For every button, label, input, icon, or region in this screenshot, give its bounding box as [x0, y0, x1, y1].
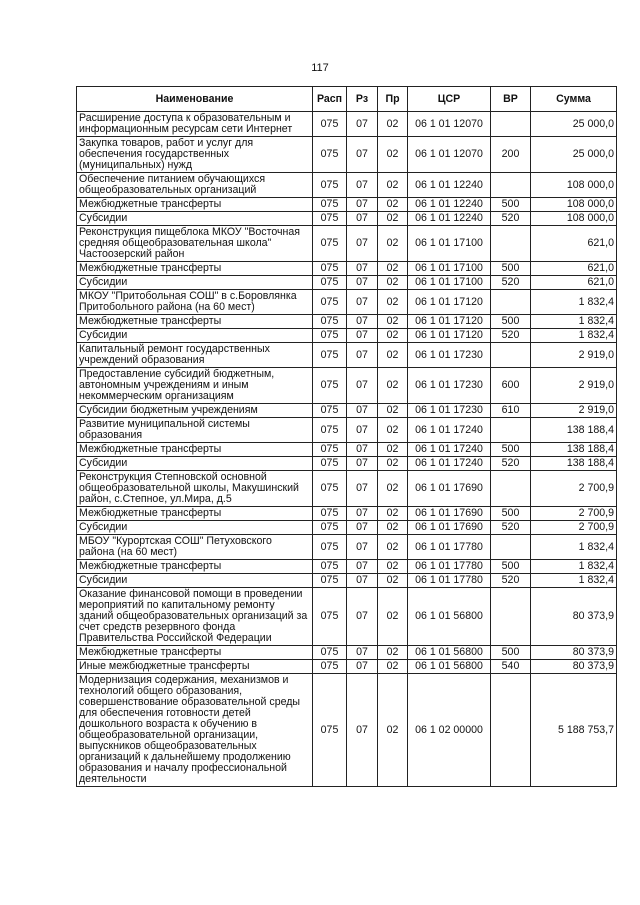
row-pr-cell: 02 [378, 212, 408, 226]
row-pr-cell: 02 [378, 471, 408, 507]
row-vr-cell: 520 [491, 276, 531, 290]
row-name-cell: Субсидии [77, 574, 313, 588]
row-rz-cell: 07 [347, 276, 378, 290]
row-rasp-cell: 075 [313, 315, 347, 329]
row-pr-cell: 02 [378, 368, 408, 404]
row-csr-cell: 06 1 01 56800 [408, 588, 491, 646]
row-rz-cell: 07 [347, 457, 378, 471]
table-row [77, 574, 617, 588]
row-vr-cell: 610 [491, 404, 531, 418]
table-row [77, 315, 617, 329]
table-row [77, 329, 617, 343]
row-rz-cell: 07 [347, 560, 378, 574]
row-sum-cell: 1 832,4 [531, 329, 617, 343]
table-row [77, 368, 617, 404]
row-csr-cell: 06 1 01 17100 [408, 276, 491, 290]
row-rz-cell: 07 [347, 588, 378, 646]
budget-table [76, 86, 617, 787]
row-vr-cell [491, 674, 531, 787]
row-name-cell: Реконструкция пищеблока МКОУ "Восточная средняя общеобразовательная школа" Частоозерский район [77, 226, 313, 262]
row-pr-cell: 02 [378, 521, 408, 535]
row-pr-cell: 02 [378, 315, 408, 329]
row-sum-cell: 2 919,0 [531, 404, 617, 418]
row-pr-cell: 02 [378, 418, 408, 443]
row-sum-cell: 108 000,0 [531, 212, 617, 226]
row-rz-cell: 07 [347, 315, 378, 329]
table-row [77, 212, 617, 226]
row-pr-cell: 02 [378, 457, 408, 471]
row-rasp-cell: 075 [313, 457, 347, 471]
table-row [77, 343, 617, 368]
table-row [77, 137, 617, 173]
row-rasp-cell: 075 [313, 674, 347, 787]
row-name-cell: Субсидии [77, 521, 313, 535]
row-csr-cell: 06 1 01 56800 [408, 646, 491, 660]
row-name-cell: Закупка товаров, работ и услуг для обеспечения государственных (муниципальных) нужд [77, 137, 313, 173]
row-pr-cell: 02 [378, 343, 408, 368]
row-rz-cell: 07 [347, 173, 378, 198]
row-vr-cell [491, 418, 531, 443]
row-rz-cell: 07 [347, 418, 378, 443]
row-sum-cell: 2 700,9 [531, 507, 617, 521]
row-rz-cell: 07 [347, 660, 378, 674]
row-csr-cell: 06 1 01 17780 [408, 535, 491, 560]
row-pr-cell: 02 [378, 137, 408, 173]
row-sum-cell: 1 832,4 [531, 290, 617, 315]
row-vr-cell: 540 [491, 660, 531, 674]
row-csr-cell: 06 1 01 17240 [408, 418, 491, 443]
row-pr-cell: 02 [378, 262, 408, 276]
row-sum-cell: 80 373,9 [531, 588, 617, 646]
table-row [77, 290, 617, 315]
row-csr-cell: 06 1 01 17240 [408, 443, 491, 457]
row-sum-cell: 108 000,0 [531, 173, 617, 198]
row-vr-cell [491, 588, 531, 646]
row-name-cell: Межбюджетные трансферты [77, 443, 313, 457]
row-rasp-cell: 075 [313, 404, 347, 418]
row-rasp-cell: 075 [313, 112, 347, 137]
row-rasp-cell: 075 [313, 521, 347, 535]
row-sum-cell: 108 000,0 [531, 198, 617, 212]
row-rz-cell: 07 [347, 674, 378, 787]
row-name-cell: Субсидии [77, 457, 313, 471]
row-name-cell: Иные межбюджетные трансферты [77, 660, 313, 674]
row-csr-cell: 06 1 01 17120 [408, 329, 491, 343]
row-csr-cell: 06 1 01 17690 [408, 471, 491, 507]
row-csr-cell: 06 1 01 17780 [408, 560, 491, 574]
table-row [77, 560, 617, 574]
row-rz-cell: 07 [347, 521, 378, 535]
row-vr-cell: 520 [491, 521, 531, 535]
row-sum-cell: 621,0 [531, 226, 617, 262]
row-vr-cell [491, 112, 531, 137]
row-name-cell: Межбюджетные трансферты [77, 198, 313, 212]
row-rasp-cell: 075 [313, 443, 347, 457]
row-rz-cell: 07 [347, 574, 378, 588]
table-header-row [77, 87, 617, 112]
row-csr-cell: 06 1 01 17230 [408, 368, 491, 404]
row-csr-cell: 06 1 01 17780 [408, 574, 491, 588]
row-csr-cell: 06 1 01 12070 [408, 137, 491, 173]
row-rz-cell: 07 [347, 262, 378, 276]
table-row [77, 112, 617, 137]
table-body [77, 112, 617, 787]
row-vr-cell [491, 471, 531, 507]
row-rz-cell: 07 [347, 329, 378, 343]
row-pr-cell: 02 [378, 226, 408, 262]
row-vr-cell [491, 290, 531, 315]
row-pr-cell: 02 [378, 290, 408, 315]
row-sum-cell: 138 188,4 [531, 443, 617, 457]
row-csr-cell: 06 1 01 17230 [408, 343, 491, 368]
row-rasp-cell: 075 [313, 198, 347, 212]
row-vr-cell [491, 173, 531, 198]
row-vr-cell [491, 226, 531, 262]
row-rz-cell: 07 [347, 112, 378, 137]
row-pr-cell: 02 [378, 276, 408, 290]
row-sum-cell: 25 000,0 [531, 137, 617, 173]
row-sum-cell: 2 919,0 [531, 368, 617, 404]
row-csr-cell: 06 1 01 12240 [408, 198, 491, 212]
row-pr-cell: 02 [378, 329, 408, 343]
row-vr-cell: 520 [491, 574, 531, 588]
row-rasp-cell: 075 [313, 173, 347, 198]
row-pr-cell: 02 [378, 660, 408, 674]
row-rz-cell: 07 [347, 212, 378, 226]
row-sum-cell: 1 832,4 [531, 535, 617, 560]
table-row [77, 457, 617, 471]
header-sum: Сумма [531, 87, 617, 112]
row-vr-cell: 500 [491, 646, 531, 660]
row-name-cell: Расширение доступа к образовательным и информационным ресурсам сети Интернет [77, 112, 313, 137]
row-sum-cell: 621,0 [531, 262, 617, 276]
row-name-cell: Модернизация содержания, механизмов и технологий общего образования, совершенствование образовательной среды для обеспечения готовности детей дошкольного возраста к обучению в общеобразовательной организации, выпускников общеобразовательных организаций к дальнейшему продолжению образования и началу профессиональной деятельности [77, 674, 313, 787]
row-vr-cell: 600 [491, 368, 531, 404]
row-pr-cell: 02 [378, 198, 408, 212]
row-csr-cell: 06 1 01 17230 [408, 404, 491, 418]
row-rz-cell: 07 [347, 290, 378, 315]
row-rasp-cell: 075 [313, 212, 347, 226]
row-vr-cell: 500 [491, 507, 531, 521]
row-rasp-cell: 075 [313, 560, 347, 574]
row-name-cell: Оказание финансовой помощи в проведении мероприятий по капитальному ремонту зданий общеобразовательных организаций за счет средств резервного фонда Правительства Российской Федерации [77, 588, 313, 646]
table-row [77, 535, 617, 560]
row-csr-cell: 06 1 01 17120 [408, 290, 491, 315]
row-vr-cell: 500 [491, 315, 531, 329]
row-csr-cell: 06 1 01 12240 [408, 173, 491, 198]
row-pr-cell: 02 [378, 646, 408, 660]
row-rasp-cell: 075 [313, 137, 347, 173]
header-pr: Пр [378, 87, 408, 112]
row-rz-cell: 07 [347, 368, 378, 404]
row-rz-cell: 07 [347, 507, 378, 521]
row-name-cell: Субсидии [77, 276, 313, 290]
row-name-cell: Межбюджетные трансферты [77, 315, 313, 329]
row-rasp-cell: 075 [313, 343, 347, 368]
row-sum-cell: 2 700,9 [531, 521, 617, 535]
row-vr-cell: 520 [491, 457, 531, 471]
header-vr: ВР [491, 87, 531, 112]
row-name-cell: МБОУ "Курортская СОШ" Петуховского района (на 60 мест) [77, 535, 313, 560]
row-vr-cell: 500 [491, 443, 531, 457]
row-vr-cell: 520 [491, 212, 531, 226]
row-vr-cell [491, 343, 531, 368]
table-row [77, 507, 617, 521]
row-sum-cell: 1 832,4 [531, 574, 617, 588]
row-rasp-cell: 075 [313, 660, 347, 674]
row-rasp-cell: 075 [313, 329, 347, 343]
row-pr-cell: 02 [378, 443, 408, 457]
row-sum-cell: 80 373,9 [531, 660, 617, 674]
table-row [77, 276, 617, 290]
row-pr-cell: 02 [378, 535, 408, 560]
page-number: 117 [311, 62, 329, 74]
header-name: Наименование [77, 87, 313, 112]
row-csr-cell: 06 1 01 17120 [408, 315, 491, 329]
row-rasp-cell: 075 [313, 368, 347, 404]
row-rasp-cell: 075 [313, 507, 347, 521]
row-rasp-cell: 075 [313, 574, 347, 588]
row-name-cell: Субсидии [77, 329, 313, 343]
row-vr-cell: 500 [491, 262, 531, 276]
row-name-cell: Субсидии бюджетным учреждениям [77, 404, 313, 418]
row-sum-cell: 621,0 [531, 276, 617, 290]
table-row [77, 660, 617, 674]
row-vr-cell: 520 [491, 329, 531, 343]
row-pr-cell: 02 [378, 588, 408, 646]
row-sum-cell: 80 373,9 [531, 646, 617, 660]
row-sum-cell: 5 188 753,7 [531, 674, 617, 787]
row-rasp-cell: 075 [313, 646, 347, 660]
row-name-cell: Капитальный ремонт государственных учреждений образования [77, 343, 313, 368]
table-row [77, 471, 617, 507]
table-row [77, 226, 617, 262]
row-pr-cell: 02 [378, 112, 408, 137]
header-rz: Рз [347, 87, 378, 112]
row-rasp-cell: 075 [313, 262, 347, 276]
row-pr-cell: 02 [378, 404, 408, 418]
row-pr-cell: 02 [378, 560, 408, 574]
table-row [77, 404, 617, 418]
row-vr-cell: 500 [491, 560, 531, 574]
row-pr-cell: 02 [378, 674, 408, 787]
table-row [77, 443, 617, 457]
row-pr-cell: 02 [378, 173, 408, 198]
row-rasp-cell: 075 [313, 588, 347, 646]
row-rz-cell: 07 [347, 404, 378, 418]
row-rasp-cell: 075 [313, 290, 347, 315]
row-sum-cell: 2 919,0 [531, 343, 617, 368]
row-name-cell: Развитие муниципальной системы образования [77, 418, 313, 443]
row-sum-cell: 1 832,4 [531, 560, 617, 574]
row-rasp-cell: 075 [313, 418, 347, 443]
table-row [77, 674, 617, 787]
row-name-cell: Межбюджетные трансферты [77, 507, 313, 521]
row-csr-cell: 06 1 01 17100 [408, 226, 491, 262]
table-row [77, 521, 617, 535]
row-rz-cell: 07 [347, 535, 378, 560]
row-name-cell: МКОУ "Притобольная СОШ" в с.Боровлянка Притобольного района (на 60 мест) [77, 290, 313, 315]
row-sum-cell: 25 000,0 [531, 112, 617, 137]
row-name-cell: Межбюджетные трансферты [77, 646, 313, 660]
row-csr-cell: 06 1 02 00000 [408, 674, 491, 787]
row-sum-cell: 2 700,9 [531, 471, 617, 507]
row-csr-cell: 06 1 01 12070 [408, 112, 491, 137]
table-row [77, 198, 617, 212]
row-rz-cell: 07 [347, 471, 378, 507]
row-name-cell: Межбюджетные трансферты [77, 262, 313, 276]
row-rasp-cell: 075 [313, 276, 347, 290]
row-rasp-cell: 075 [313, 226, 347, 262]
row-csr-cell: 06 1 01 17240 [408, 457, 491, 471]
table-row [77, 646, 617, 660]
row-pr-cell: 02 [378, 507, 408, 521]
row-vr-cell [491, 535, 531, 560]
table-row [77, 173, 617, 198]
row-csr-cell: 06 1 01 12240 [408, 212, 491, 226]
table-row [77, 418, 617, 443]
row-rz-cell: 07 [347, 443, 378, 457]
row-rasp-cell: 075 [313, 471, 347, 507]
table-row [77, 262, 617, 276]
row-rz-cell: 07 [347, 646, 378, 660]
row-rz-cell: 07 [347, 137, 378, 173]
row-rz-cell: 07 [347, 343, 378, 368]
row-name-cell: Реконструкция Степновской основной общеобразовательной школы, Макушинский район, с.Степное, ул.Мира, д.5 [77, 471, 313, 507]
row-vr-cell: 500 [491, 198, 531, 212]
row-pr-cell: 02 [378, 574, 408, 588]
row-csr-cell: 06 1 01 17690 [408, 507, 491, 521]
row-csr-cell: 06 1 01 17100 [408, 262, 491, 276]
row-sum-cell: 138 188,4 [531, 457, 617, 471]
table-row [77, 588, 617, 646]
row-csr-cell: 06 1 01 56800 [408, 660, 491, 674]
row-name-cell: Субсидии [77, 212, 313, 226]
row-csr-cell: 06 1 01 17690 [408, 521, 491, 535]
row-name-cell: Межбюджетные трансферты [77, 560, 313, 574]
row-rasp-cell: 075 [313, 535, 347, 560]
row-sum-cell: 138 188,4 [531, 418, 617, 443]
row-vr-cell: 200 [491, 137, 531, 173]
header-csr: ЦСР [408, 87, 491, 112]
row-rz-cell: 07 [347, 198, 378, 212]
row-sum-cell: 1 832,4 [531, 315, 617, 329]
row-rz-cell: 07 [347, 226, 378, 262]
row-name-cell: Обеспечение питанием обучающихся общеобразовательных организаций [77, 173, 313, 198]
row-name-cell: Предоставление субсидий бюджетным, автономным учреждениям и иным некоммерческим организациям [77, 368, 313, 404]
header-rasp: Расп [313, 87, 347, 112]
